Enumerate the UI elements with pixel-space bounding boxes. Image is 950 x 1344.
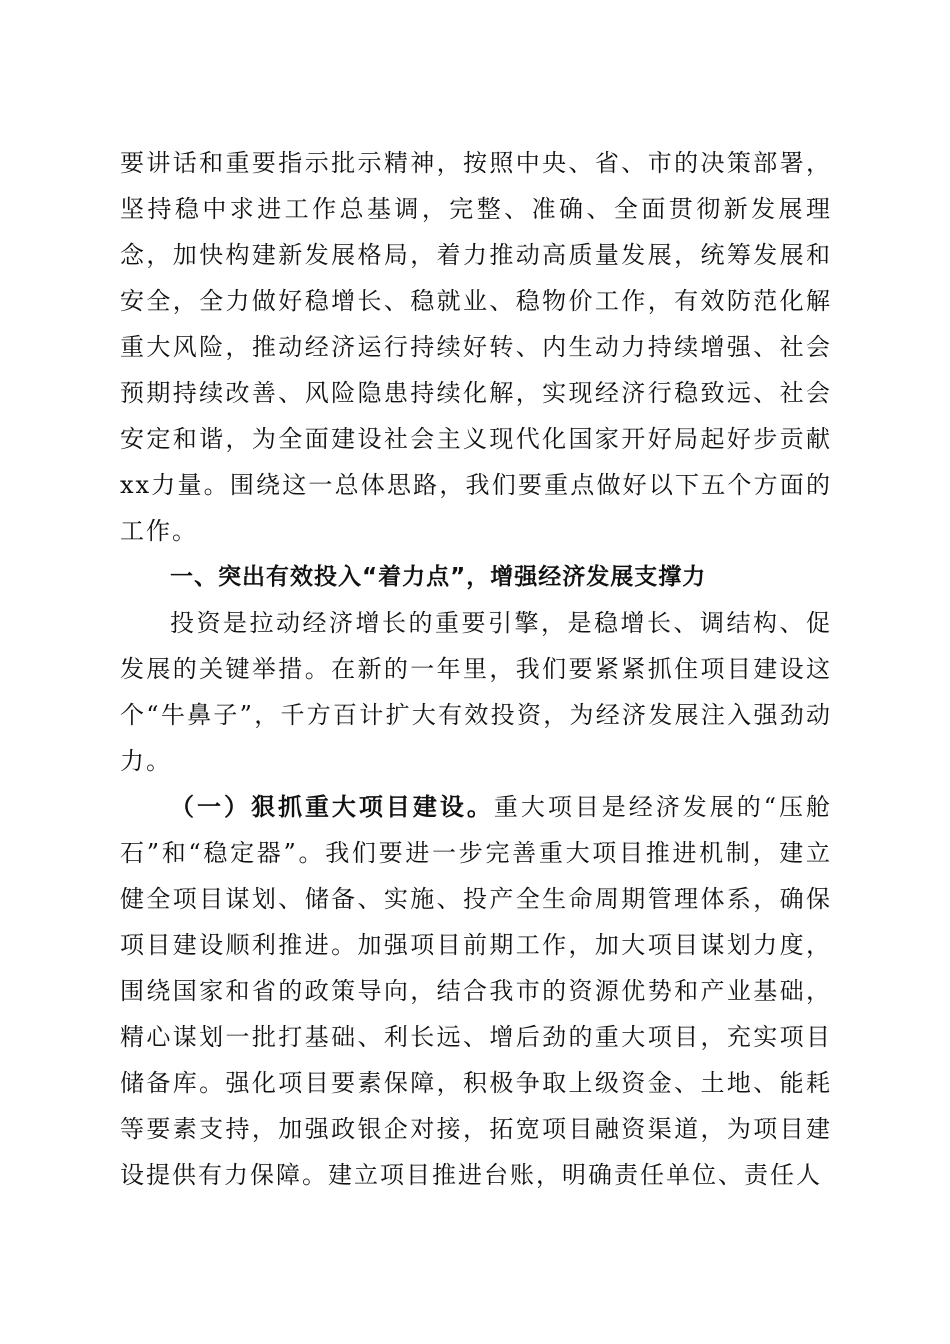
paragraph-investment-intro: 投资是拉动经济增长的重要引擎，是稳增长、调结构、促发展的关键举措。在新的一年里，我们要紧紧抓住项目建设这个“牛鼻子”，千方百计扩大有效投资，为经济发展注入强劲动力。	[120, 609, 832, 775]
section-heading-effective-investment: 一、突出有效投入“着力点”，增强经济发展支撑力	[170, 564, 707, 590]
paragraph-work-principles: 要讲话和重要指示批示精神，按照中央、省、市的决策部署，坚持稳中求进工作总基调，完整、准确、全面贯彻新发展理念，加快构建新发展格局，着力推动高质量发展，统筹发展和安全，全力做好稳增长、稳就业、稳物价工作，有效防范化解重大风险，推动经济运行持续好转、内生动力持续增强、社会预期持续改善、风险隐患持续化解，实现经济行稳致远、社会安定和谐，为全面建设社会主义现代化国家开好局起好步贡献xx力量。围绕这一总体思路，我们要重点做好以下五个方面的工作。	[120, 149, 832, 545]
paragraph-major-projects	[120, 784, 832, 1198]
document-body	[120, 140, 832, 1198]
paragraph-major-projects-body: 重大项目是经济发展的“压舱石”和“稳定器”。我们要进一步完善重大项目推进机制，建立健全项目谋划、储备、实施、投产全生命周期管理体系，确保项目建设顺利推进。加强项目前期工作，加大项目谋划力度，围绕国家和省的政策导向，结合我市的资源优势和产业基础，精心谋划一批打基础、利长远、增后劲的重大项目，充实项目储备库。强化项目要素保障，积极争取上级资金、土地、能耗等要素支持，加强政银企对接，拓宽项目融资渠道，为项目建设提供有力保障。建立项目推进台账，明确责任单位、责任人	[120, 793, 832, 1189]
subsection-heading-major-projects: （一）狠抓重大项目建设。	[170, 792, 494, 821]
